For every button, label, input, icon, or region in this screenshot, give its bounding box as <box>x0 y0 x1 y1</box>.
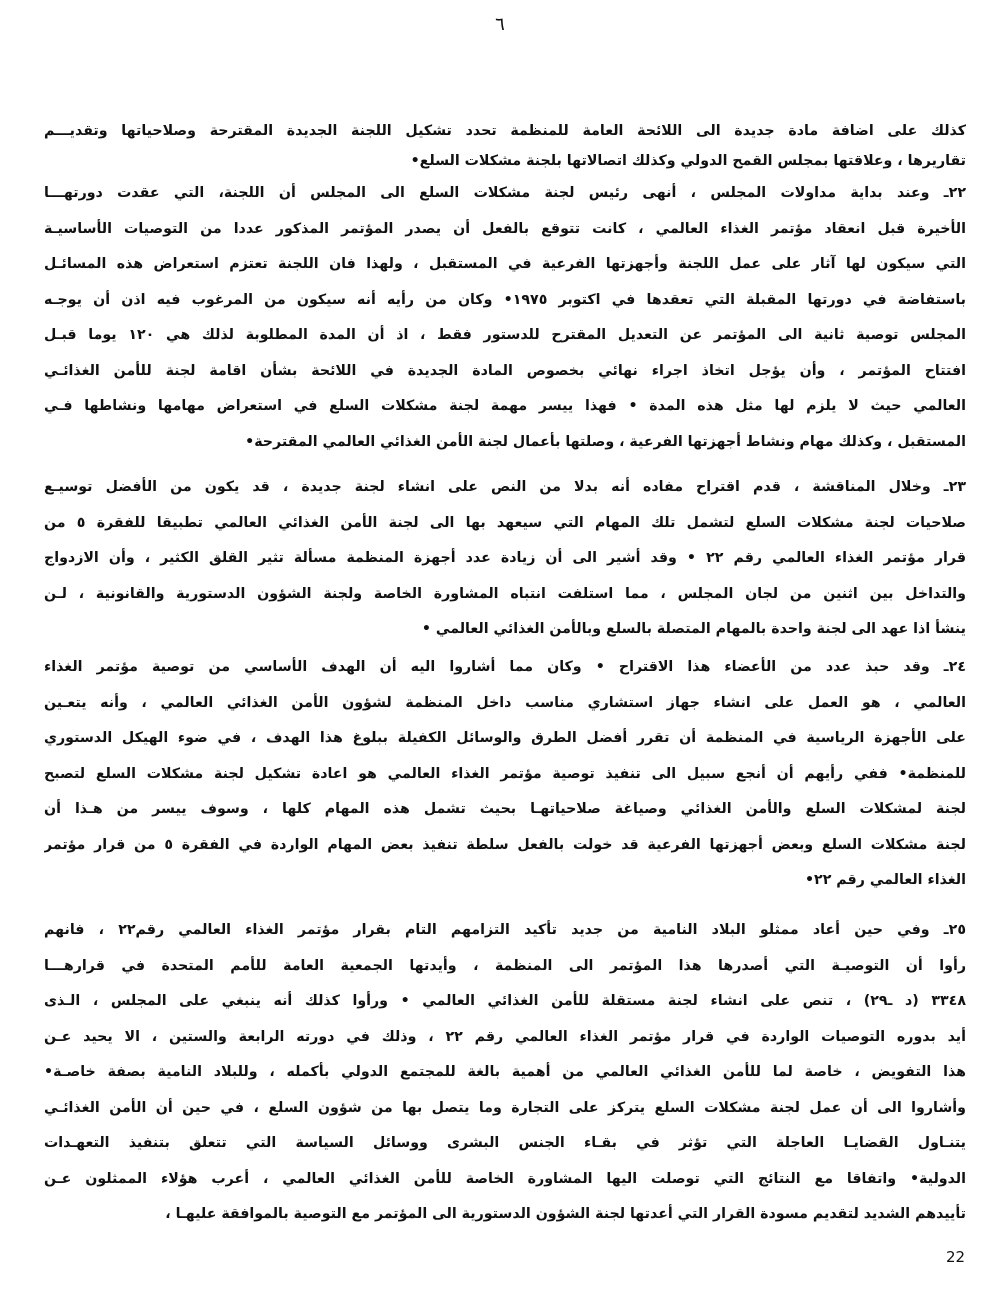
paragraph <box>44 116 966 176</box>
text-line: العالمي ، هو العمل على انشاء جهاز استشاري مناسب داخل المنظمة لشؤون الأمن الغذائي العالمي ، وأنه يتعـين <box>44 694 966 711</box>
text-line: تقاريرها ، وعلاقتها بمجلس القمح الدولي وكذلك اتصالاتها بلجنة مشكلات السلع• <box>410 153 966 169</box>
text-line: الغذاء العالمي رقم ٢٢• <box>804 872 966 888</box>
text-line: ينشأ اذا عهد الى لجنة واحدة بالمهام المتصلة بالسلع وبالأمن الغذائي العالمي • <box>421 621 966 637</box>
text-line: ٢٤ـ وقد حبذ عدد من الأعضاء هذا الاقتراح • وكان مما أشاروا اليه أن الهدف الأساسي من توصية مؤتمر الغذاء <box>44 659 966 675</box>
text-line: التي سيكون لها آثار على عمل اللجنة وأجهزتها الفرعية في المستقبل ، ولهذا فان اللجنة تعتزم استعراض هذه المسائـل <box>44 256 966 272</box>
text-line: للمنظمة• ففي رأيهم أن أنجع سبيل الى تنفيذ توصية مؤتمر الغذاء العالمي هو اعادة تشكيل لجنة مشكلات السلع لتصبح <box>44 765 966 782</box>
text-line: باستفاضة في دورتها المقبلة التي تعقدها في اكتوبر ١٩٧٥• وكان من رأيه أنه سيكون من المرغوب فيه اذن أن يوجـه <box>44 291 966 308</box>
text-line: على الأجهزة الرياسية في المنظمة أن تقرر أفضل الطرق والوسائل الكفيلة ببلوغ هذا الهدف ، في ضوء الهيكل الدستوري <box>44 730 966 746</box>
text-line: والتداخل بين اثنين من لجان المجلس ، مما استلفت انتباه المشاورة الخاصة ولجنة الشؤون الدستورية والقانونية ، لـن <box>44 585 966 602</box>
text-line: العالمي حيث لا يلزم لها مثل هذه المدة • فهذا ييسر مهمة لجنة مشكلات السلع في استعراض مهامها ونشاطها فـي <box>44 398 966 414</box>
text-line: كذلك على اضافة مادة جديدة الى اللائحة العامة للمنظمة تحدد تشكيل اللجنة الجديدة المقترحة وصلاحياتها وتقديـــم <box>44 123 966 139</box>
text-line: يتنـاول القضايـا العاجلة التي تؤثر في بقـاء الجنس البشرى ووسائل السياسة التي تتعلق بتنفيذ التعهـدات <box>44 1135 966 1151</box>
paragraph <box>44 913 966 1233</box>
text-line: هذا التفويض ، خاصة لما للأمن الغذائي العالمي من أهمية بالغة للمجتمع الدولي بأكمله ، وللبلاد النامية بصفة خاصـة• <box>44 1064 966 1080</box>
paragraph <box>44 470 966 648</box>
text-line: ٢٣ـ وخلال المناقشة ، قدم اقتراح مفاده أنه بدلا من النص على انشاء لجنة جديدة ، قد يكون من الأفضل توسيـع <box>44 479 966 495</box>
paragraph <box>44 176 966 460</box>
text-line: لجنة مشكلات السلع وبعض أجهزتها الفرعية قد خولت بالفعل سلطة تنفيذ بعض المهام الواردة في الفقرة ٥ من قرار مؤتمر <box>44 836 966 853</box>
text-line: أيد بدوره التوصيات الواردة في قرار مؤتمر الغذاء العالمي رقم ٢٢ ، وذلك في دورته الرابعة والستين ، الا يحيد عـن <box>44 1028 966 1045</box>
text-line: ٢٢ـ وعند بداية مداولات المجلس ، أنهى رئيس لجنة مشكلات السلع الى المجلس أن اللجنة، التي عقدت دورتهـــا <box>44 185 966 201</box>
text-line: ٣٣٤٨ (د ـ٢٩) ، تنص على انشاء لجنة مستقلة للأمن الغذائي العالمي • ورأوا كذلك أنه ينبغي على المجلس ، الـذى <box>44 993 966 1009</box>
page-number-top: ٦ <box>495 14 505 35</box>
text-line: الدولية• واتفاقا مع النتائج التي توصلت اليها المشاورة الخاصة للأمن الغذائي العالمي ، أعرب هؤلاء الممثلون عـن <box>44 1170 966 1187</box>
text-line: وأشاروا الى أن عمل لجنة مشكلات السلع يتركز على التجارة وما يتصل بها من شؤون السلع ، في حين أن الأمن الغذائـي <box>44 1099 966 1116</box>
text-line: المستقبل ، وكذلك مهام ونشاط أجهزتها الفرعية ، وصلتها بأعمال لجنة الأمن الغذائي العالمي المقترحة• <box>245 433 966 450</box>
text-line: ٢٥ـ وفي حين أعاد ممثلو البلاد النامية من جديد تأكيد التزامهم التام بقرار مؤتمر الغذاء العالمي رقم٢٢ ، فانهم <box>44 922 966 938</box>
text-line: الأخيرة قبل انعقاد مؤتمر الغذاء العالمي ، كانت تتوقع بالفعل أن يصدر المؤتمر المذكور عددا من التوصيات الأساسيـة <box>44 220 966 237</box>
text-line: افتتاح المؤتمر ، وأن يؤجل اتخاذ اجراء نهائي بخصوص المادة الجديدة في اللائحة بشأن اقامة لجنة للأمن الغذائـي <box>44 362 966 379</box>
paragraph <box>44 650 966 899</box>
text-line: لجنة لمشكلات السلع والأمن الغذائي وصياغة صلاحياتهـا بحيث تشمل هذه المهام كلها ، وسوف ييسر من هـذا أن <box>44 801 966 817</box>
text-line: المجلس توصية ثانية الى المؤتمر عن التعديل المقترح للدستور فقط ، اذ أن المدة المطلوبة لذلك هي ١٢٠ يوما قبـل <box>44 327 966 343</box>
text-line: صلاحيات لجنة مشكلات السلع لتشمل تلك المهام التي سيعهد بها الى لجنة الأمن الغذائي العالمي تطبيقا للفقرة ٥ من <box>44 514 966 531</box>
text-line: تأييدهم الشديد لتقديم مسودة القرار التي أعدتها لجنة الشؤون الدستورية الى المؤتمر مع التوصية بالموافقة عليهـا ، <box>165 1206 966 1222</box>
text-line: رأوا أن التوصيـة التي أصدرها هذا المؤتمر الى المنظمة ، وأيدتها الجمعية العامة للأمم المتحدة في قرارهـــا <box>44 957 966 974</box>
page-number-bottom: 22 <box>946 1248 966 1266</box>
text-line: قرار مؤتمر الغذاء العالمي رقم ٢٢ • وقد أشير الى أن زيادة عدد أجهزة المنظمة مسألة تثير القلق الكثير ، وأن الازدواج <box>44 550 966 566</box>
